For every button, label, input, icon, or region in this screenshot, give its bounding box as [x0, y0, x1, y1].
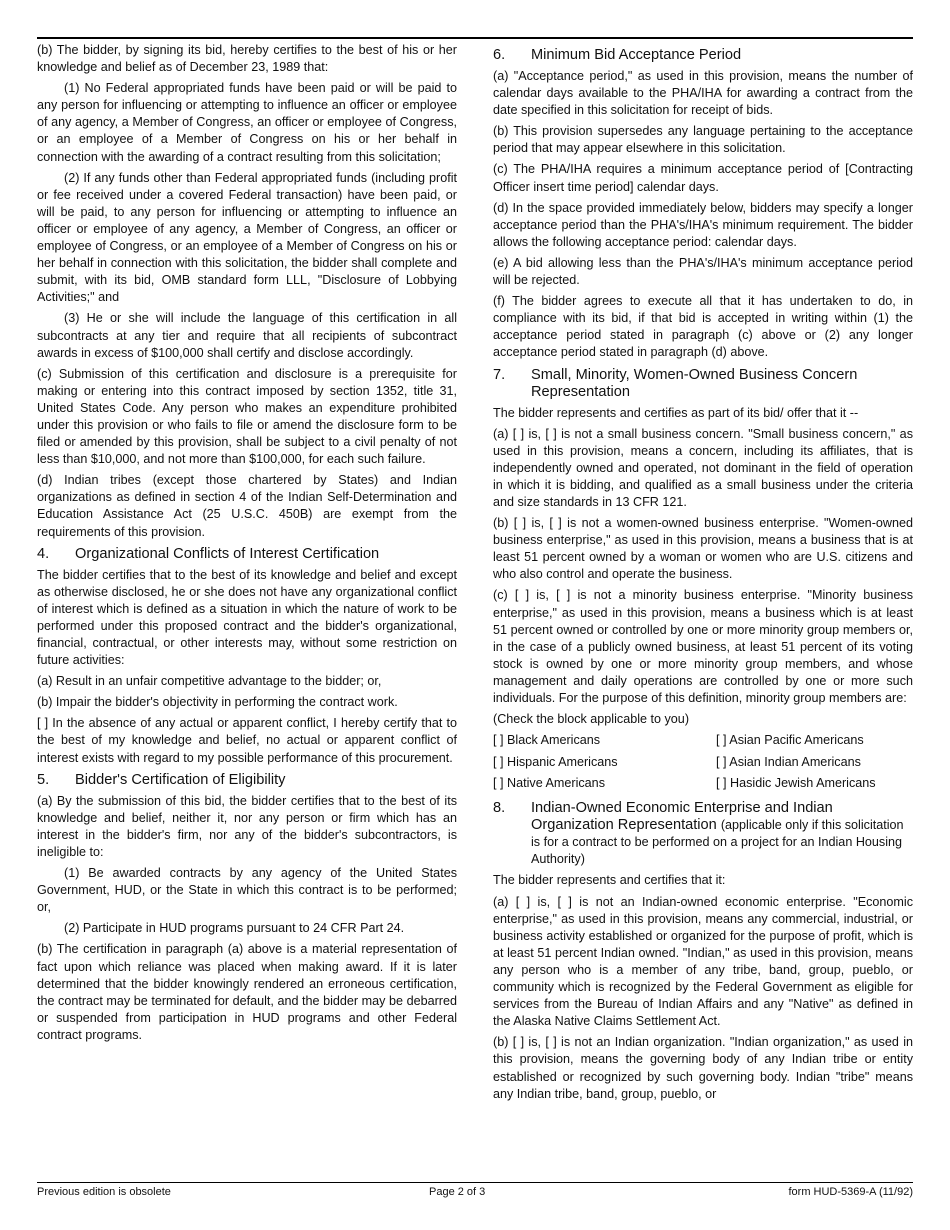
section-title-text: Indian-Owned Economic Enterprise and Indian Organization Representation	[531, 800, 833, 834]
paragraph: (f) The bidder agrees to execute all that it has undertaken to do, in compliance with its bid, if that bid is accepted in writing within (1) the acceptance period stated in paragraph (c) above or (2) any longer acceptance period stated in paragraph (d) above.	[493, 294, 913, 360]
paragraph: (2) If any funds other than Federal appropriated funds (including profit or fee received under a covered Federal transaction) have been paid, or will be paid, to any person for influencing or attempting to influence an officer or employee of any agency, a Member of Congress, an officer or employee of Congress, or an employee of a Member of Congress on his or her behalf in connection with this solicitation, the bidder shall complete and submit, with its bid, OMB standard form LLL, "Disclosure of Lobbying Activities;" and	[37, 170, 457, 305]
paragraph: The bidder certifies that to the best of its knowledge and belief and except as otherwise disclosed, he or she does not have any organizational conflict of interest which is defined as a situation in which the nature of work to be performed under this proposed contract and the bidder's organizational, financial, contractual, or other interests may, without some restriction on future activities:	[37, 567, 457, 668]
section-title	[75, 772, 285, 789]
section-number: 5.	[37, 771, 50, 788]
section-number: 4.	[37, 545, 50, 562]
paragraph: (a) [ ] is, [ ] is not an Indian-owned economic enterprise. "Economic enterprise," as used in this provision, means any commercial, industrial, or business activity established or organized for the purpose of profit, which is at least 51 percent Indian owned. "Indian," as used in this provision, means any person who is a member of any tribe, band, group, pueblo, or community which is recognized by the Federal Government as eligible for services from the Bureau of Indian Affairs and any "Native" as defined in the Alaska Native Claims Settlement Act.	[493, 894, 913, 1029]
footer-obsolete-note: Previous edition is obsolete	[37, 1186, 171, 1198]
paragraph: (1) No Federal appropriated funds have been paid or will be paid to any person for influencing or attempting to influence an officer or employee of any agency, a Member of Congress, an officer or employee of Congress, or an employee of a Member of Congress on his or her behalf in connection with the awarding of a contract resulting from this solicitation;	[37, 81, 457, 164]
paragraph: The bidder represents and certifies as part of its bid/ offer that it --	[493, 405, 859, 420]
section-number: 8.	[493, 800, 506, 817]
section-heading	[493, 367, 913, 401]
section-title	[531, 367, 913, 401]
section-title	[75, 546, 379, 563]
section-heading	[493, 47, 913, 64]
paragraph: (c) Submission of this certification and disclosure is a prerequisite for making or entering into this contract imposed by section 1352, title 31, United States Code. Any person who makes an expenditure prohibited under this provision or who fails to file or amend the disclosure form to be filed or amended by this provision, shall be subject to a civil penalty of not less than $10,000, and not more than $100,000, for each such failure.	[37, 366, 457, 467]
section-title-text: Organizational Conflicts of Interest Certification	[75, 545, 380, 562]
minority-group-option[interactable]: [ ] Native Americans	[493, 776, 605, 791]
section-title	[531, 800, 913, 868]
minority-group-option[interactable]: [ ] Hasidic Jewish Americans	[716, 776, 876, 791]
paragraph: (Check the block applicable to you)	[493, 712, 690, 727]
footer-rule	[37, 1182, 913, 1183]
right-column	[493, 42, 913, 1107]
paragraph: (b) Impair the bidder's objectivity in performing the contract work.	[37, 695, 398, 710]
section-heading	[37, 772, 457, 789]
section-title	[531, 47, 741, 64]
paragraph: [ ] In the absence of any actual or apparent conflict, I hereby certify that to the best of my knowledge and belief, no actual or apparent conflict of interest exists with regard to my possible performance of this procurement.	[37, 716, 457, 765]
footer-form-number: form HUD-5369-A (11/92)	[788, 1186, 913, 1198]
paragraph: (a) [ ] is, [ ] is not a small business concern. "Small business concern," as used in this provision, means a concern, including its affiliates, that is independently owned and operated, not dominant in the field of operation in which it is bidding, and qualified as a small business under the criteria and size standards in 13 CFR 121.	[493, 426, 913, 509]
paragraph: (d) In the space provided immediately below, bidders may specify a longer acceptance period than the PHA's/IHA's minimum requirement. The bidder allows the following acceptance period: calendar days.	[493, 200, 913, 249]
section-number: 6.	[493, 47, 506, 63]
paragraph: (2) Participate in HUD programs pursuant to 24 CFR Part 24.	[64, 921, 405, 936]
paragraph: (b) This provision supersedes any language pertaining to the acceptance period that may appear elsewhere in this solicitation.	[493, 124, 913, 156]
section-title-text: Small, Minority, Women-Owned Business Concern Representation	[531, 366, 858, 400]
section-title-text: Minimum Bid Acceptance Period	[531, 47, 742, 63]
minority-group-checklist	[493, 732, 913, 792]
paragraph: The bidder represents and certifies that it:	[493, 873, 726, 888]
paragraph: (a) Result in an unfair competitive advantage to the bidder; or,	[37, 674, 382, 689]
left-column	[37, 42, 457, 1048]
paragraph: (1) Be awarded contracts by any agency of the United States Government, HUD, or the State in which this contract is to be performed; or,	[37, 866, 457, 915]
top-rule	[37, 37, 913, 39]
footer-page-number: Page 2 of 3	[429, 1186, 486, 1198]
paragraph: (d) Indian tribes (except those chartered by States) and Indian organizations as defined in section 4 of the Indian Self-Determination and Education Assistance Act (25 U.S.C. 450B) are exempt from the requirements of this provision.	[37, 473, 457, 539]
section-subtitle: (applicable only if this solicitation is for a contract to be performed on a project for an Indian Housing Authority)	[531, 818, 904, 867]
minority-group-option[interactable]: [ ] Black Americans	[493, 733, 601, 748]
paragraph: (3) He or she will include the language of this certification in all subcontracts at any tier and require that all recipients of subcontract awards in excess of $100,000 shall certify and disclose accordingly.	[37, 311, 457, 360]
minority-group-option[interactable]: [ ] Asian Indian Americans	[716, 754, 861, 769]
paragraph: (c) The PHA/IHA requires a minimum acceptance period of [Contracting Officer insert time period] calendar days.	[493, 162, 913, 194]
paragraph: (a) By the submission of this bid, the bidder certifies that to the best of its knowledge and belief, neither it, nor any person or firm which has an interest in the bidder's firm, nor any of the bidder's subcontractors, is ineligible to:	[37, 793, 457, 859]
section-title-text: Bidder's Certification of Eligibility	[75, 771, 286, 788]
paragraph: (b) [ ] is, [ ] is not an Indian organization. "Indian organization," as used in this provision, means the governing body of any Indian tribe or entity established or recognized by such governing body. Indian "tribe" means any Indian tribe, band, group, pueblo, or	[493, 1035, 913, 1101]
paragraph: (a) "Acceptance period," as used in this provision, means the number of calendar days available to the PHA/IHA for awarding a contract from the date specified in this solicitation for receipt of bids.	[493, 69, 913, 118]
minority-group-option[interactable]: [ ] Hispanic Americans	[493, 754, 618, 769]
section-heading	[493, 800, 913, 868]
section-heading	[37, 546, 457, 563]
minority-group-option[interactable]: [ ] Asian Pacific Americans	[716, 733, 864, 748]
section-number: 7.	[493, 366, 506, 383]
paragraph: (e) A bid allowing less than the PHA's/IHA's minimum acceptance period will be rejected.	[493, 255, 913, 288]
paragraph: (b) The certification in paragraph (a) above is a material representation of fact upon which reliance was placed when making award. If it is later determined that the bidder knowingly rendered an erroneous certification, the contract may be terminated for default, and the bidder may be debarred or suspended from participation in HUD programs and other Federal contract programs.	[37, 942, 457, 1042]
paragraph: (b) [ ] is, [ ] is not a women-owned business enterprise. "Women-owned business enterprise," as used in this provision, means a business that is at least 51 percent owned by a woman or women who are U.S. citizens and who also control and operate the business.	[493, 516, 913, 582]
paragraph: (c) [ ] is, [ ] is not a minority business enterprise. "Minority business enterprise," as used in this provision, means a business which is at least 51 percent owned or controlled by one or more minority group members or, in the case of a publicly owned business, at least 51 percent of its voting stock is owned by one or more minority group members, and whose management and daily operations are controlled by one or more such individuals. For the purpose of this definition, minority group members are:	[493, 588, 913, 705]
paragraph: (b) The bidder, by signing its bid, hereby certifies to the best of his or her knowledge and belief as of December 23, 1989 that:	[37, 43, 457, 75]
